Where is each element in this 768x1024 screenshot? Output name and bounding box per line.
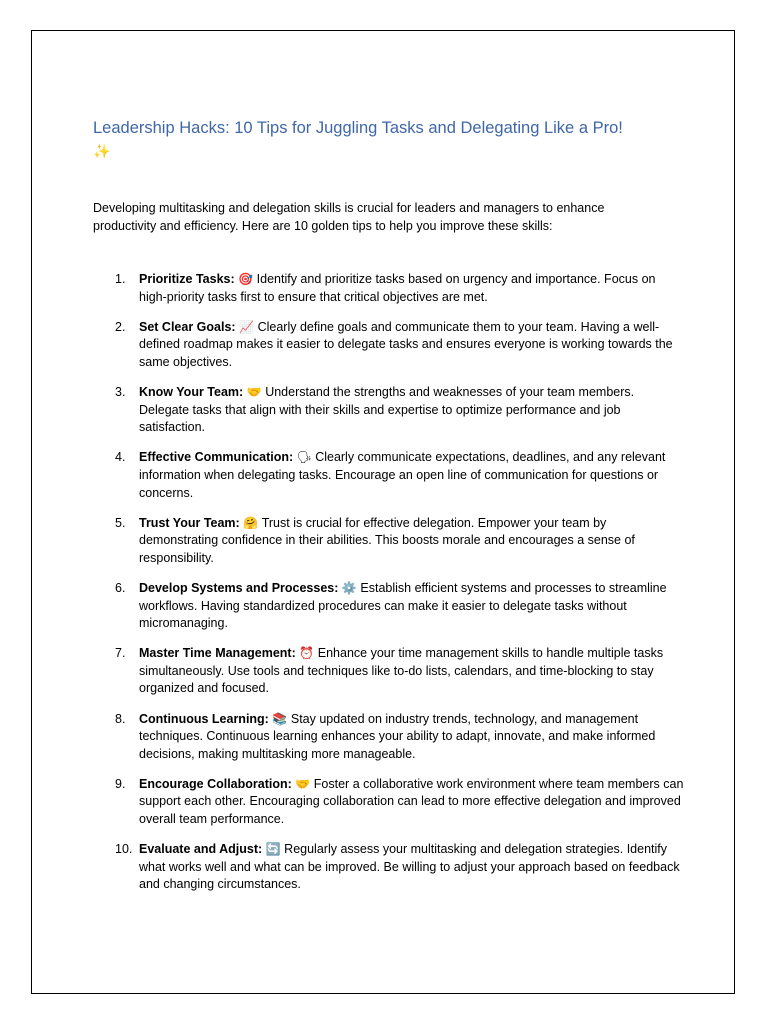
tip-number: 4. <box>115 450 126 465</box>
document-content <box>93 117 693 906</box>
tip-emoji-icon: 📚 <box>272 711 288 726</box>
tip-emoji-icon: ⏰ <box>299 646 315 661</box>
tip-text: Trust is crucial for effective delegation. Empower your team by demonstrating confidence in their abilities. This boosts morale and encourages a sense of responsibility. <box>139 515 635 565</box>
tip-number: 9. <box>115 776 126 791</box>
tip-item-6 <box>93 580 684 633</box>
tip-text: Establish efficient systems and processes to streamline workflows. Having standardized procedures can make it easier to delegate tasks without micromanaging. <box>139 581 667 631</box>
tip-text: Identify and prioritize tasks based on urgency and importance. Focus on high-priority tasks first to ensure that critical objectives are met. <box>139 272 656 304</box>
tip-item-3 <box>93 384 684 437</box>
tip-text: Enhance your time management skills to handle multiple tasks simultaneously. Use tools and techniques like to-do lists, calendars, and time-blocking to stay organized and focused. <box>139 646 664 696</box>
tip-number: 5. <box>115 515 126 530</box>
tip-title: Evaluate and Adjust: <box>139 842 263 857</box>
tip-emoji-icon: 🤝 <box>295 776 311 791</box>
tip-text: Clearly communicate expectations, deadlines, and any relevant information when delegating tasks. Encourage an open line of communication for questions or concerns. <box>139 450 666 500</box>
title-text: Leadership Hacks: 10 Tips for Juggling Tasks and Delegating Like a Pro! <box>93 119 623 137</box>
tips-list <box>93 271 693 894</box>
document-page <box>31 30 735 994</box>
tip-number: 1. <box>115 272 126 287</box>
tip-title: Continuous Learning: <box>139 711 269 726</box>
tip-emoji-icon: 🤝 <box>246 385 262 400</box>
tip-emoji-icon: 📈 <box>239 319 255 334</box>
tip-number: 8. <box>115 711 126 726</box>
tip-text: Stay updated on industry trends, technology, and management techniques. Continuous learning enhances your ability to adapt, innovate, and make informed decisions, making multitasking more manageable. <box>139 711 656 761</box>
tip-item-10 <box>93 841 684 894</box>
tip-title: Develop Systems and Processes: <box>139 581 339 595</box>
tip-title: Effective Communication: <box>139 450 294 465</box>
tip-item-1 <box>93 271 684 306</box>
tip-title: Trust Your Team: <box>139 515 240 530</box>
tip-text: Foster a collaborative work environment where team members can support each other. Encouraging collaboration can lead to more effective delegation and improved overall team performance. <box>139 776 684 827</box>
tip-item-8 <box>93 711 684 764</box>
tip-item-9 <box>93 776 684 829</box>
tip-number: 3. <box>115 385 126 400</box>
tip-number: 2. <box>115 319 126 334</box>
tip-title: Know Your Team: <box>139 385 244 400</box>
tip-title: Set Clear Goals: <box>139 319 236 334</box>
tip-number: 6. <box>115 581 126 595</box>
tip-title: Prioritize Tasks: <box>139 272 235 287</box>
tip-number: 10. <box>115 842 133 857</box>
tip-title: Encourage Collaboration: <box>139 776 292 791</box>
tip-item-5 <box>93 515 684 568</box>
tip-emoji-icon: ⚙️ <box>341 581 357 595</box>
tip-number: 7. <box>115 646 126 661</box>
tip-emoji-icon: 🗣 <box>296 450 312 465</box>
tip-text: Regularly assess your multitasking and delegation strategies. Identify what works well and what can be improved. Be willing to adjust your approach based on feedback and changing circumstances. <box>139 842 680 892</box>
document-title <box>93 117 693 163</box>
tip-item-4 <box>93 449 684 502</box>
tip-text: Clearly define goals and communicate them to your team. Having a well-defined roadmap makes it easier to delegate tasks and ensures everyone is working towards the same objectives. <box>139 319 673 370</box>
tip-item-2 <box>93 319 684 372</box>
tip-emoji-icon: 🎯 <box>238 272 254 287</box>
sparkles-icon: ✨ <box>93 143 111 159</box>
tip-emoji-icon: 🔄 <box>265 842 281 857</box>
tip-text: Understand the strengths and weaknesses of your team members. Delegate tasks that align with their skills and expertise to optimize performance and job satisfaction. <box>139 385 635 435</box>
tip-title: Master Time Management: <box>139 646 296 661</box>
intro-paragraph: Developing multitasking and delegation skills is crucial for leaders and managers to enhance productivity and efficiency. Here are 10 golden tips to help you improve these skills: <box>93 201 605 233</box>
tip-item-7 <box>93 645 684 698</box>
tip-emoji-icon: 🤗 <box>243 515 259 530</box>
